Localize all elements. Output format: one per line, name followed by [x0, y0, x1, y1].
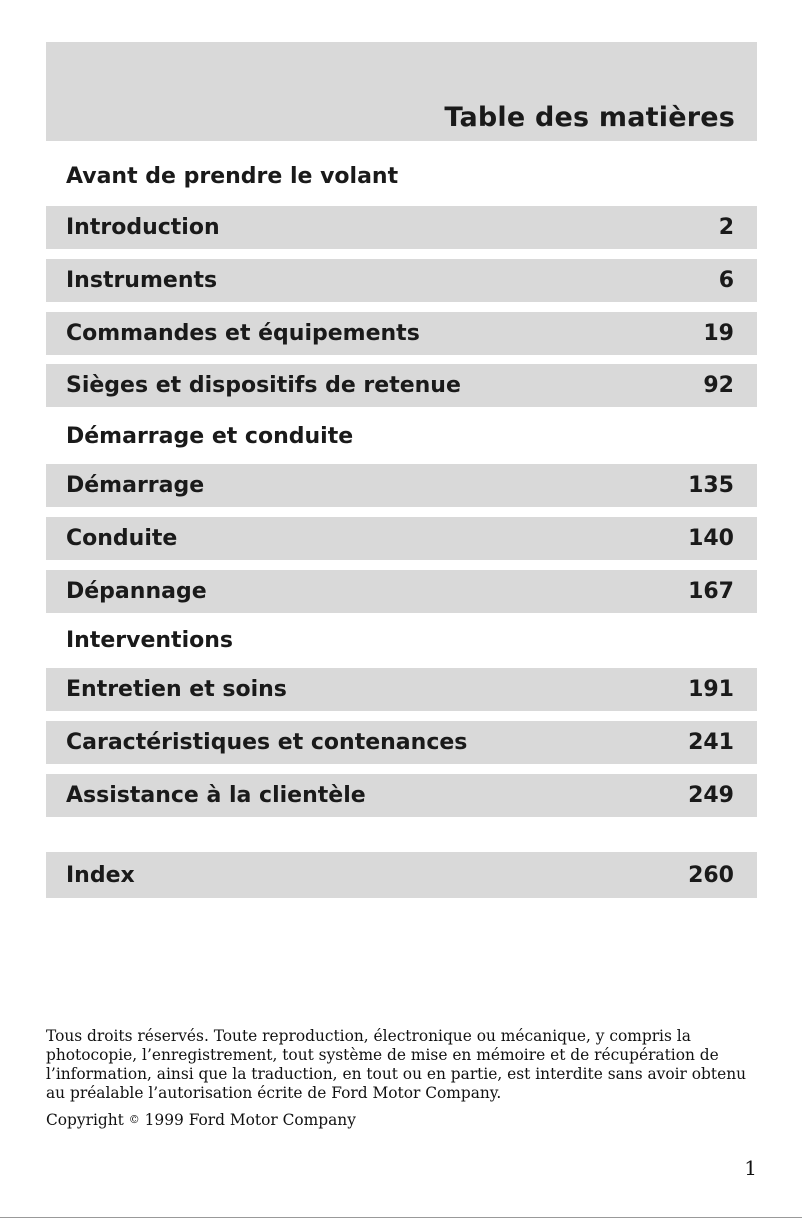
toc-entry-label: Sièges et dispositifs de retenue [66, 373, 461, 398]
toc-entry-page: 92 [703, 373, 734, 398]
page-title: Table des matières [444, 102, 735, 133]
toc-entry-depannage[interactable] [46, 570, 757, 613]
toc-entry-page: 2 [718, 215, 734, 240]
toc-entry-sieges[interactable] [46, 364, 757, 407]
page-number: 1 [744, 1156, 757, 1180]
copyright-suffix: 1999 Ford Motor Company [144, 1111, 356, 1129]
toc-entry-label: Introduction [66, 215, 220, 240]
toc-entry-page: 249 [688, 783, 734, 808]
header-band [46, 42, 757, 141]
copyright-prefix: Copyright [46, 1111, 124, 1129]
toc-entry-label: Entretien et soins [66, 677, 287, 702]
toc-entry-label: Démarrage [66, 473, 205, 498]
bottom-divider [0, 1217, 802, 1218]
toc-entry-label: Instruments [66, 268, 218, 293]
toc-entry-label: Caractéristiques et contenances [66, 730, 468, 755]
toc-entry-page: 6 [718, 268, 734, 293]
toc-entry-page: 135 [688, 473, 734, 498]
toc-entry-label: Conduite [66, 526, 178, 551]
toc-entry-page: 19 [703, 321, 734, 346]
toc-entry-assistance[interactable] [46, 774, 757, 817]
toc-entry-label: Dépannage [66, 579, 207, 604]
toc-entry-instruments[interactable] [46, 259, 757, 302]
section-heading-interventions: Interventions [66, 628, 233, 653]
section-heading-avant: Avant de prendre le volant [66, 164, 399, 189]
toc-entry-label: Assistance à la clientèle [66, 783, 366, 808]
copyright-symbol: © [128, 1113, 140, 1126]
toc-entry-introduction[interactable] [46, 206, 757, 249]
toc-entry-page: 167 [688, 579, 734, 604]
toc-entry-entretien[interactable] [46, 668, 757, 711]
toc-entry-commandes[interactable] [46, 312, 757, 355]
copyright-line [46, 1110, 356, 1130]
toc-entry-page: 140 [688, 526, 734, 551]
section-heading-demarrage-conduite: Démarrage et conduite [66, 424, 354, 449]
toc-entry-index[interactable] [46, 852, 757, 898]
toc-entry-page: 241 [688, 730, 734, 755]
toc-entry-page: 260 [688, 862, 734, 888]
toc-entry-caracteristiques[interactable] [46, 721, 757, 764]
toc-entry-label: Commandes et équipements [66, 321, 420, 346]
toc-entry-conduite[interactable] [46, 517, 757, 560]
rights-notice: Tous droits réservés. Toute reproduction, électronique ou mécanique, y compris la photocopie, l’enregistrement, tout système de mise en mémoire et de récupération de l’information, ainsi que la traduction, en tout ou en partie, est interdite sans avoir obtenu au préalable l’autorisation écrite de Ford Motor Company. [46, 1027, 747, 1102]
toc-entry-label: Index [66, 862, 135, 888]
toc-entry-demarrage[interactable] [46, 464, 757, 507]
toc-entry-page: 191 [688, 677, 734, 702]
